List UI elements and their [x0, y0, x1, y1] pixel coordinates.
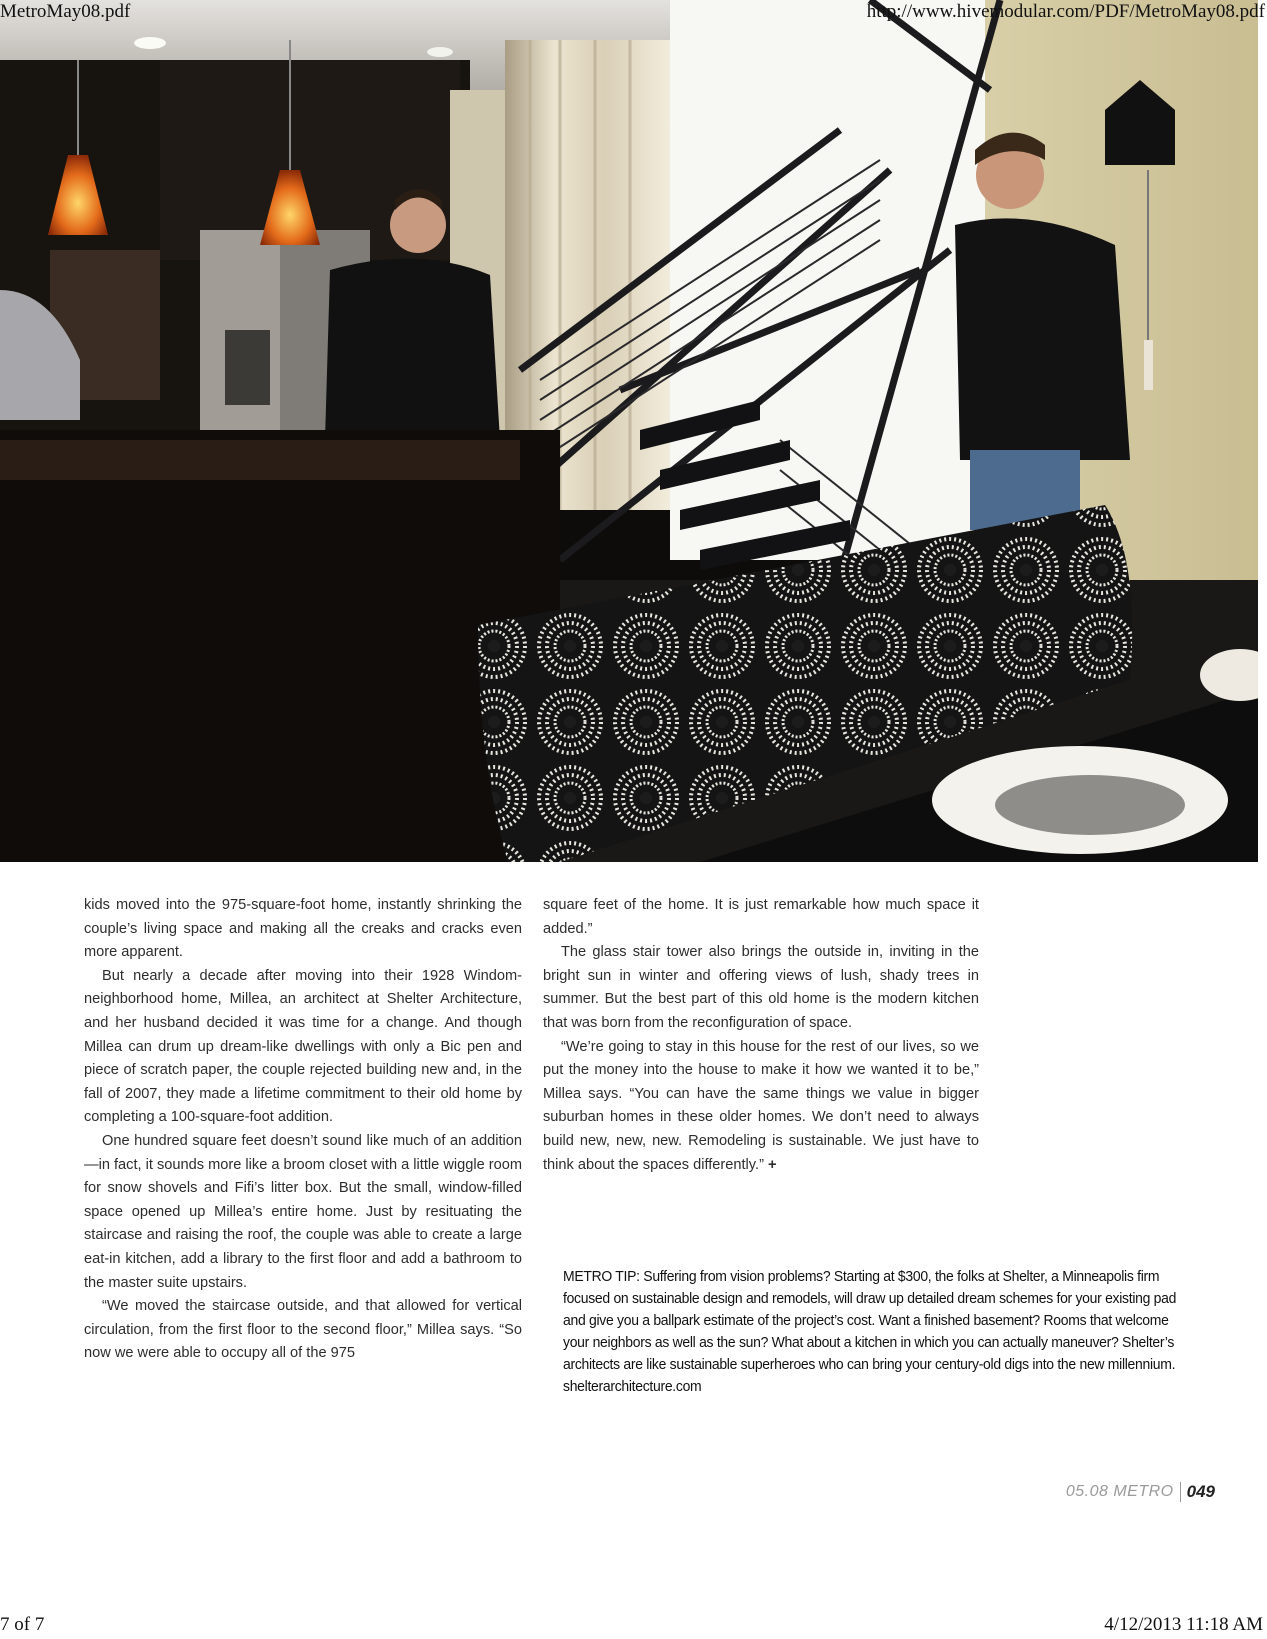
article-paragraph: The glass stair tower also brings the outside in, inviting in the bright sun in winter and offering views of lush, shady trees in summer. But the best part of this old home is the modern kitchen that was born from the reconfiguration of space. — [543, 944, 979, 1031]
folio-page-number: 049 — [1186, 1482, 1215, 1501]
article-column-right — [543, 894, 979, 1177]
article-column-left — [84, 894, 522, 1366]
metro-tip: METRO TIP: Suffering from vision problems? Starting at $300, the folks at Shelter, a Minneapolis firm focused on sustainable design and remodels, will draw up detailed dream schemes for your existing pad and give you a ballpark estimate of the project’s cost. Want a finished basement? Rooms that welcome your neighbors as well as the sun? What about a kitchen in which you can actually maneuver? Shelter’s architects are like sustainable superheroes who can bring your century-old digs into the new millennium. shelterarchitecture.com — [563, 1269, 1177, 1395]
print-footer-datetime: 4/12/2013 11:18 AM — [1104, 1614, 1263, 1635]
folio — [1050, 1480, 1215, 1504]
article-paragraph: kids moved into the 975-square-foot home, instantly shrinking the couple’s living space and making all the creaks and cracks even more apparent. — [84, 897, 522, 961]
article-paragraph: “We moved the staircase outside, and that allowed for vertical circulation, from the first floor to the second floor,” Millea says. “So now we were able to occupy all of the 975 — [84, 1298, 522, 1362]
folio-divider — [1180, 1482, 1181, 1502]
end-mark: + — [767, 1156, 777, 1173]
folio-issue: 05.08 METRO — [1065, 1483, 1174, 1500]
article-paragraph: square feet of the home. It is just remarkable how much space it added.” — [543, 897, 979, 937]
article-paragraph-last — [543, 1036, 979, 1178]
print-header-url: http://www.hivemodular.com/PDF/MetroMay08.pdf — [866, 1, 1265, 22]
print-footer-page: 7 of 7 — [0, 1614, 45, 1635]
article-paragraph-text: “We’re going to stay in this house for the rest of our lives, so we put the money into the house to make it how we wanted it to be,” Millea says. “You can have the same things we value in bigger suburban homes in these older homes. We don’t need to always build new, new, new. Remodeling is sustainable. We just have to think about the spaces differently.” — [543, 1038, 979, 1173]
article-paragraph: One hundred square feet doesn’t sound like much of an addition—in fact, it sounds more like a broom closet with a little wiggle room for snow shovels and Fifi’s litter box. But the small, window-filled space opened up Millea’s entire home. Just by resituating the staircase and raising the roof, the couple was able to create a large eat-in kitchen, add a library to the first floor and add a bathroom to the master suite upstairs. — [84, 1132, 522, 1291]
print-header-filename: MetroMay08.pdf — [0, 1, 131, 22]
article-paragraph: But nearly a decade after moving into their 1928 Windom-neighborhood home, Millea, an architect at Shelter Architecture, and her husband decided it was time for a change. And though Millea can drum up dream-like dwellings with only a Bic pen and piece of scratch paper, the couple rejected building new and, in the fall of 2007, they made a lifetime commitment to their old home by completing a 100-square-foot addition. — [84, 967, 522, 1126]
